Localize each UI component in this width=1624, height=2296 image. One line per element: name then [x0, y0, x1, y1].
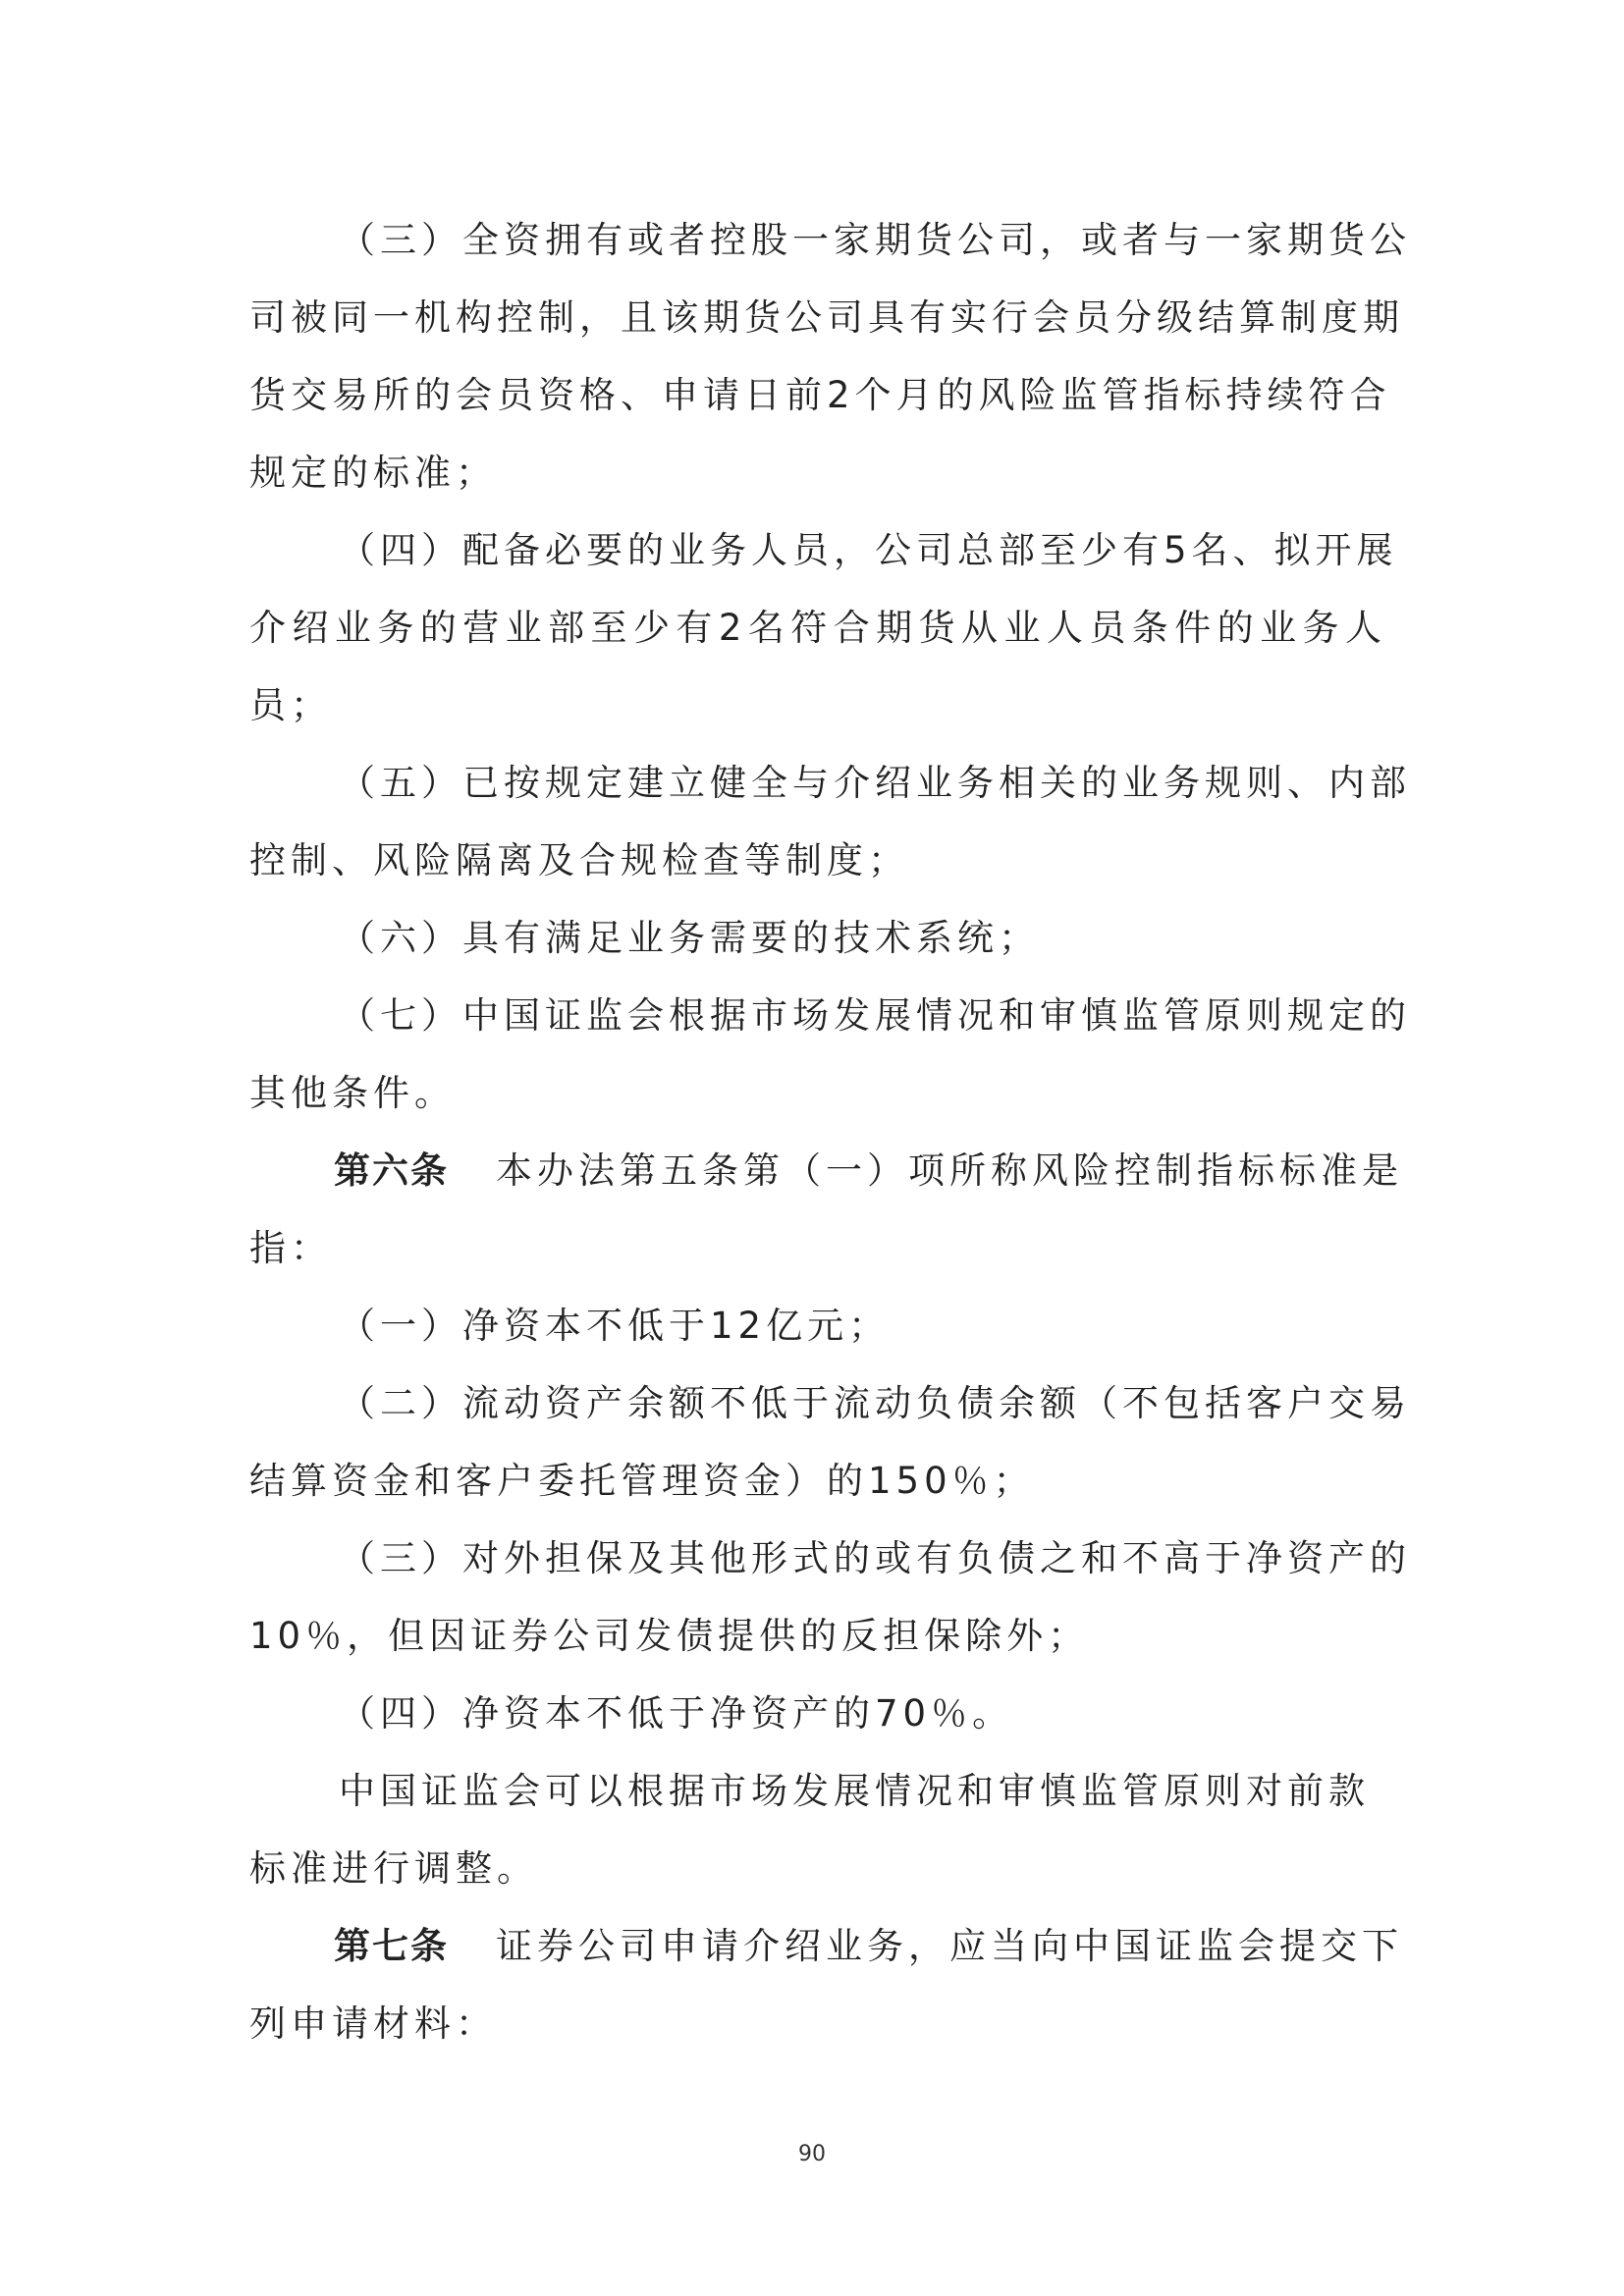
article-heading: 第六条	[334, 1149, 449, 1192]
paragraph-line: 司被同一机构控制，且该期货公司具有实行会员分级结算制度期	[249, 296, 1404, 339]
paragraph-line: （五）已按规定建立健全与介绍业务相关的业务规则、内部	[339, 762, 1411, 804]
paragraph-line: （七）中国证监会根据市场发展情况和审慎监管原则规定的	[339, 994, 1411, 1037]
paragraph-line: 列申请材料：	[249, 2002, 497, 2045]
paragraph-line: 指：	[249, 1227, 332, 1269]
paragraph-line: （三）对外担保及其他形式的或有负债之和不高于净资产的	[339, 1537, 1411, 1579]
paragraph-line: 结算资金和客户委托管理资金）的150％；	[249, 1460, 1035, 1502]
paragraph-line: （三）全资拥有或者控股一家期货公司，或者与一家期货公	[339, 219, 1411, 261]
paragraph-line: （二）流动资产余额不低于流动负债余额（不包括客户交易	[339, 1382, 1411, 1424]
paragraph-line: （四）净资本不低于净资产的70％。	[339, 1692, 1014, 1735]
paragraph-line: 本办法第五条第（一）项所称风险控制指标标准是	[496, 1149, 1403, 1192]
paragraph-line: 10％，但因证券公司发债提供的反担保除外；	[249, 1615, 1090, 1657]
paragraph-line: 中国证监会可以根据市场发展情况和审慎监管原则对前款	[339, 1770, 1370, 1812]
paragraph-line: 证券公司申请介绍业务，应当向中国证监会提交下	[496, 1925, 1403, 1967]
paragraph-line: 员；	[249, 684, 332, 726]
paragraph-line: （四）配备必要的业务人员，公司总部至少有5名、拟开展	[339, 529, 1398, 571]
paragraph-line: 标准进行调整。	[249, 1847, 538, 1890]
paragraph-line: 规定的标准；	[249, 452, 497, 494]
paragraph-line: 货交易所的会员资格、申请日前2个月的风险监管指标持续符合	[249, 374, 1391, 416]
paragraph-line: 控制、风险隔离及合规检查等制度；	[249, 839, 909, 881]
paragraph-line: 介绍业务的营业部至少有2名符合期货从业人员条件的业务人	[249, 607, 1386, 649]
article-heading: 第七条	[334, 1925, 449, 1967]
paragraph-line: （一）净资本不低于12亿元；	[339, 1305, 891, 1347]
paragraph-line: 其他条件。	[249, 1072, 456, 1114]
page-number: 90	[798, 2142, 826, 2166]
paragraph-line: （六）具有满足业务需要的技术系统；	[339, 917, 1040, 959]
